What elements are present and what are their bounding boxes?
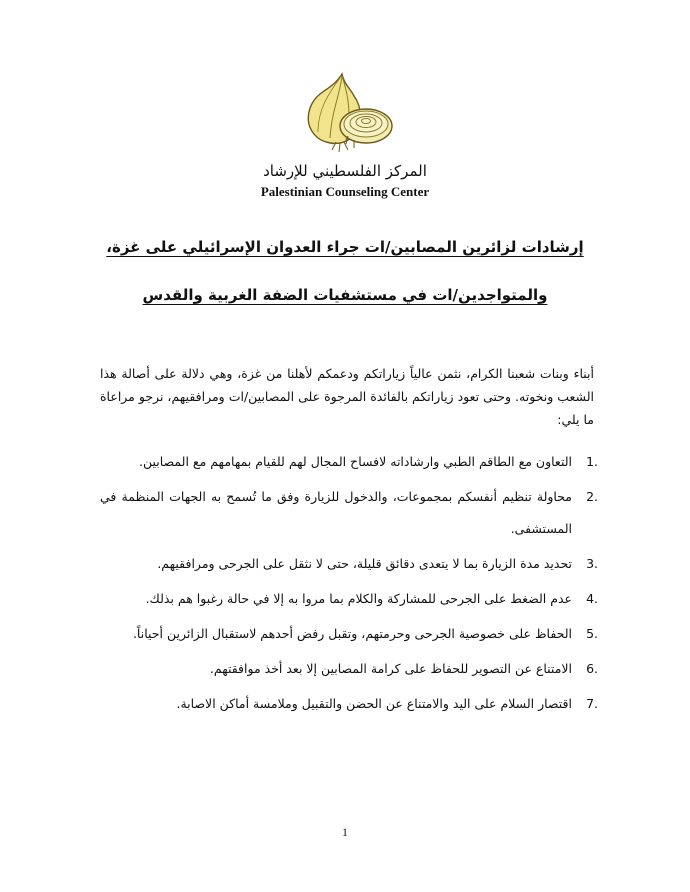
intro-paragraph: أبناء وبنات شعبنا الكرام، نثمن عالياً زياراتكم ودعمكم لأهلنا من غزة، وهي دلالة على أصالة هذا الشعب ونخوته. وحتى تعود زياراتكم بالفائدة المرجوة على المصابين/ات ومرافقيهم، نرجو مراعاة ما يلي: [100, 366, 594, 427]
document-title-line-1: إرشادات لزائرين المصابين/ات جراء العدوان الإسرائيلي على غزة، [106, 238, 584, 256]
list-item [100, 653, 598, 685]
list-item-number: 7. [586, 696, 598, 711]
org-name-english: Palestinian Counseling Center [260, 184, 430, 199]
list-item [100, 548, 598, 580]
list-item [100, 688, 598, 720]
list-item-text: اقتصار السلام على اليد والامتناع عن الحضن والتقبيل وملامسة أماكن الاصابة. [176, 696, 572, 711]
document-title-line-2: والمتواجدين/ات في مستشفيات الضفة الغربية والقدس [142, 286, 548, 304]
list-item-number: 2. [586, 489, 598, 504]
list-item-number: 1. [586, 454, 598, 469]
org-name-arabic: المركز الفلسطيني للإرشاد [263, 162, 427, 180]
list-item [100, 583, 598, 615]
guidelines-list [100, 446, 598, 720]
list-item [100, 618, 598, 650]
list-item-text: عدم الضغط على الجرحى للمشاركة والكلام بما مروا به إلا في حالة رغبوا هم بذلك. [145, 591, 572, 606]
list-item-text: الامتناع عن التصوير للحفاظ على كرامة المصابين إلا بعد أخذ موافقتهم. [209, 661, 572, 676]
list-item-number: 3. [586, 556, 598, 571]
list-item [100, 481, 598, 545]
list-item-number: 5. [586, 626, 598, 641]
list-item-number: 4. [586, 591, 598, 606]
list-item-text: تحديد مدة الزيارة بما لا يتعدى دقائق قليلة، حتى لا نثقل على الجرحى ومرافقيهم. [157, 556, 572, 571]
list-item-text: محاولة تنظيم أنفسكم بمجموعات، والدخول للزيارة وفق ما تُسمح به الجهات المنظمة في المستشفى. [100, 489, 572, 536]
list-item-number: 6. [586, 661, 598, 676]
page-number: 1 [342, 825, 348, 839]
list-item [100, 446, 598, 478]
list-item-text: التعاون مع الطاقم الطبي وارشاداته لافساح المجال لهم للقيام بمهامهم مع المصابين. [139, 454, 572, 469]
onion-logo-icon [302, 70, 396, 154]
list-item-text: الحفاظ على خصوصية الجرحى وحرمتهم، وتقبل رفض أحدهم لاستقبال الزائرين أحياناً. [132, 626, 572, 641]
